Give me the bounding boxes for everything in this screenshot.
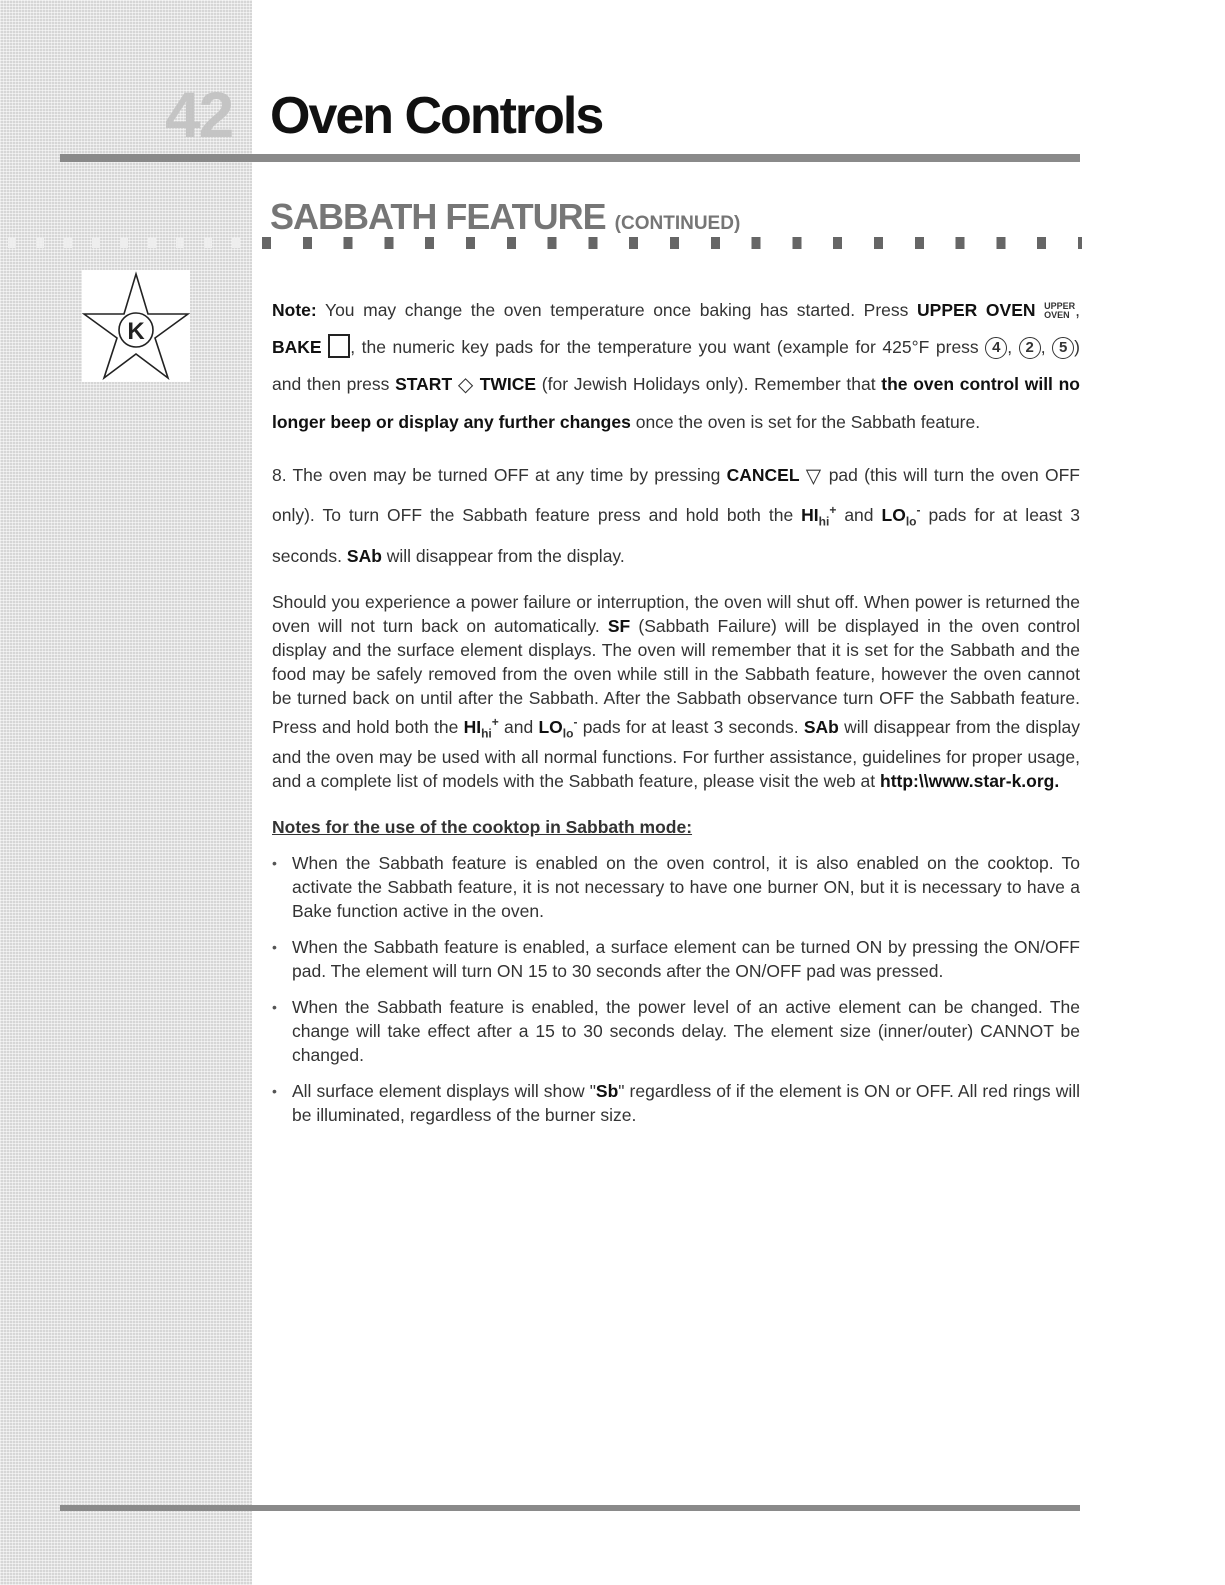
note-text-3: ) and then press: [272, 337, 1080, 394]
section-dot-row: [262, 237, 1082, 249]
key-4-icon: 4: [985, 337, 1007, 359]
step8-text-3: pads for at least 3 seconds.: [272, 505, 1080, 566]
power-lo-sup: -: [573, 714, 578, 729]
bake-pad-label: BAKE: [272, 337, 322, 357]
lo-sup: -: [916, 503, 921, 518]
lo-pad-label: LO: [881, 505, 906, 526]
star-k-logo: [82, 270, 190, 382]
footer-rule: [60, 1505, 1080, 1511]
note-label: Note:: [272, 300, 317, 320]
power-sab-code: SAb: [803, 716, 839, 737]
twice-label: TWICE: [479, 374, 537, 394]
upper-oven-pad-label: UPPER OVEN: [917, 300, 1036, 320]
power-text-4: will disappear from the display and the oven may be used with all normal functions. For further assistance, guidelines for proper usage, and a complete list of models with the Sabbath feature, please visit the web at: [272, 716, 1080, 791]
upper-oven-pad-icon: [1044, 302, 1075, 320]
power-hi-label: HI: [463, 716, 482, 737]
lo-sub: lo: [905, 514, 917, 529]
power-text-1: Should you experience a power failure or interruption, the oven will shut off. When power is returned the oven will not turn back on automatically.: [272, 591, 1080, 636]
list-item: • When the Sabbath feature is enabled, the power level of an active element can be changed. The change will take effect after a 15 to 30 seconds delay. The element size (inner/outer) CANNOT be changed.: [292, 995, 1080, 1067]
step8-and: and: [836, 505, 882, 526]
step-8-paragraph: [272, 458, 1080, 573]
step8-text-4: will disappear from the display.: [381, 545, 625, 566]
step8-text-1: 8. The oven may be turned OFF at any time by pressing: [272, 464, 727, 485]
note-sep: ,: [1075, 300, 1080, 320]
key-2-icon: 2: [1019, 337, 1041, 359]
power-text-2: (Sabbath Failure) will be displayed in the oven control display and the surface element displays. The oven will remember that it is set for the Sabbath and the food may be safely removed from the oven while still in the Sabbath feature, however the oven cannot be turned back on until after the Sabbath. After the Sabbath observance turn OFF the Sabbath feature. Press and hold both the: [272, 615, 1080, 737]
power-text-3: pads for at least 3 seconds.: [577, 716, 804, 737]
power-hi-sub: hi: [481, 725, 492, 740]
b4-text-a: All surface element displays will show ": [292, 1080, 596, 1101]
sab-display-code: SAb: [346, 545, 382, 566]
power-hi-sup: +: [491, 714, 499, 729]
star-k-icon: [82, 270, 190, 382]
note-bold-warning: the oven control will no longer beep or display any further changes: [272, 374, 1080, 432]
start-pad-label: START: [395, 374, 453, 394]
section-title-suffix: (CONTINUED): [614, 213, 741, 234]
comma-1: ,: [1007, 337, 1019, 357]
key-5-icon: 5: [1052, 337, 1074, 359]
sidebar-dot-row: [8, 238, 248, 248]
note-text-4: (for Jewish Holidays only). Remember that: [536, 374, 882, 394]
power-failure-paragraph: [272, 590, 1080, 793]
hi-sup: +: [829, 503, 837, 518]
sb-display-code: Sb: [595, 1080, 619, 1101]
upper-small-1: UPPER: [1044, 301, 1076, 312]
comma-2: ,: [1040, 337, 1053, 357]
page-number: 42: [165, 79, 233, 151]
cancel-pad-label: CANCEL: [726, 464, 800, 485]
note-text-5: once the oven is set for the Sabbath feature.: [630, 411, 981, 432]
upper-small-2: OVEN: [1044, 310, 1070, 321]
main-content: [272, 292, 1080, 1139]
note-text-1: You may change the oven temperature once baking has started. Press: [316, 300, 918, 320]
section-title-text: SABBATH FEATURE: [270, 196, 606, 237]
list-item: [292, 1079, 1080, 1127]
logo-letter: K: [127, 318, 145, 345]
note-text-2: , the numeric key pads for the temperature you want (example for 425°F press: [350, 337, 986, 357]
power-lo-label: LO: [538, 716, 563, 737]
cancel-pad-icon: ▽: [805, 465, 823, 488]
bake-pad-icon: [328, 334, 350, 358]
star-k-url: http:\\www.star-k.org.: [880, 770, 1060, 791]
step8-text-2: pad (this will turn the oven OFF only). To turn OFF the Sabbath feature press and hold both the: [272, 464, 1080, 526]
power-lo-sub: lo: [562, 725, 574, 740]
page-title: Oven Controls: [270, 87, 603, 145]
hi-pad-label: HI: [801, 505, 819, 526]
note-paragraph: [272, 292, 1080, 441]
hi-sub: hi: [818, 514, 830, 529]
list-item: • When the Sabbath feature is enabled, a surface element can be turned ON by pressing the ON/OFF pad. The element will turn ON 15 to 30 seconds after the ON/OFF pad was pressed.: [292, 935, 1080, 983]
start-pad-icon: ◇: [457, 373, 475, 396]
header-rule: [60, 154, 1080, 162]
list-item: • When the Sabbath feature is enabled on the oven control, it is also enabled on the cooktop. To activate the Sabbath feature, it is not necessary to have one burner ON, but it is necessary to have a Bake function active in the oven.: [292, 851, 1080, 923]
sf-display-code: SF: [607, 615, 631, 636]
cooktop-notes-list: [272, 851, 1080, 1127]
cooktop-notes-heading: Notes for the use of the cooktop in Sabbath mode:: [272, 816, 693, 837]
section-title: [270, 196, 740, 238]
b4-text-b: " regardless of if the element is ON or OFF. All red rings will be illuminated, regardless of the burner size.: [292, 1080, 1081, 1125]
power-and: and: [498, 716, 539, 737]
